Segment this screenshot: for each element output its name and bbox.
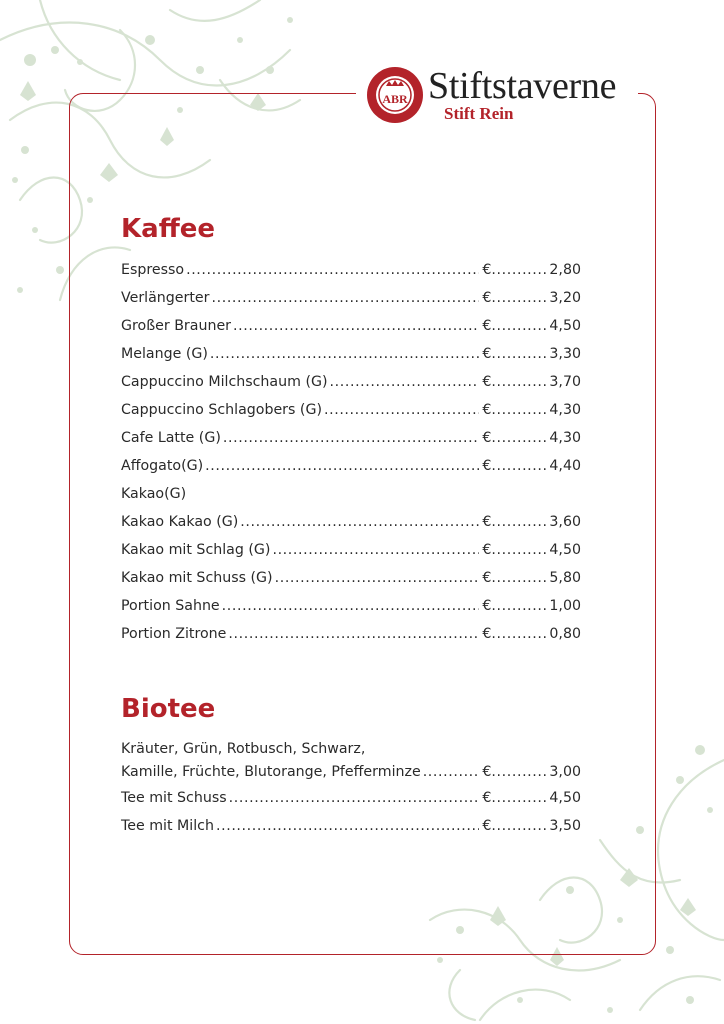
crest-emblem-icon: [366, 66, 424, 124]
logo-monogram: ABR: [382, 92, 408, 106]
menu-item: [121, 284, 581, 312]
item-price: 3,70: [549, 374, 581, 390]
item-name: Portion Sahne: [121, 598, 220, 614]
item-name-line1: Kräuter, Grün, Rotbusch, Schwarz,: [121, 741, 366, 757]
currency-symbol: €: [482, 570, 492, 586]
dot-leader: [491, 340, 549, 368]
currency-symbol: €: [482, 262, 492, 278]
item-name: Melange (G): [121, 346, 208, 362]
item-price: 4,30: [549, 430, 581, 446]
dot-leader: [216, 812, 479, 840]
item-name: Großer Brauner: [121, 318, 232, 334]
item-price: 4,40: [549, 458, 581, 474]
item-name: Affogato(G): [121, 458, 204, 474]
item-name: Tee mit Milch: [121, 818, 214, 834]
dot-leader: [491, 564, 549, 592]
item-name: Cafe Latte (G): [121, 430, 221, 446]
dot-leader: [491, 256, 549, 284]
item-name: Espresso: [121, 262, 185, 278]
menu-item: [121, 312, 581, 340]
item-price: 2,80: [549, 262, 581, 278]
currency-symbol: €: [482, 290, 492, 306]
dot-leader: [491, 284, 549, 312]
item-name: Verlängerter: [121, 290, 210, 306]
dot-leader: [491, 620, 549, 648]
dot-leader: [491, 452, 549, 480]
dot-leader: [491, 592, 549, 620]
menu-item: [121, 564, 581, 592]
item-price: 3,30: [549, 346, 581, 362]
section-title-biotee: Biotee: [121, 694, 216, 724]
dot-leader: [491, 396, 549, 424]
currency-symbol: €: [482, 598, 492, 614]
item-price: 5,80: [549, 570, 581, 586]
item-price: 3,20: [549, 290, 581, 306]
dot-leader: [491, 312, 549, 340]
dot-leader: [228, 620, 479, 648]
currency-symbol: €: [482, 514, 492, 530]
currency-symbol: €: [482, 764, 492, 780]
brand-logo: [366, 66, 636, 126]
dot-leader: [491, 424, 549, 452]
item-name: Kakao(G): [121, 486, 187, 502]
menu-item: [121, 508, 581, 536]
currency-symbol: €: [482, 626, 492, 642]
dot-leader: [491, 760, 549, 784]
dot-leader: [211, 284, 479, 312]
dot-leader: [491, 536, 549, 564]
item-name: Kamille, Früchte, Blutorange, Pfefferminze: [121, 764, 421, 780]
currency-symbol: €: [482, 458, 492, 474]
item-name: Cappuccino Milchschaum (G): [121, 374, 328, 390]
currency-symbol: €: [482, 430, 492, 446]
menu-item: [121, 784, 581, 812]
menu-list-biotee: [121, 738, 581, 840]
section-title-kaffee: Kaffee: [121, 214, 216, 244]
item-price: 4,50: [549, 318, 581, 334]
currency-symbol: €: [482, 790, 492, 806]
dot-leader: [330, 368, 480, 396]
menu-item: [121, 812, 581, 840]
item-price: 1,00: [549, 598, 581, 614]
dot-leader: [233, 312, 479, 340]
menu-subheading: [121, 480, 581, 508]
dot-leader: [423, 760, 480, 784]
menu-item: [121, 738, 581, 784]
dot-leader: [210, 340, 479, 368]
item-price: 4,30: [549, 402, 581, 418]
item-row: [121, 760, 581, 784]
menu-item: [121, 368, 581, 396]
menu-item: [121, 424, 581, 452]
item-price: 3,50: [549, 818, 581, 834]
dot-leader: [240, 508, 479, 536]
dot-leader: [491, 508, 549, 536]
brand-name: Stiftstaverne: [428, 65, 617, 107]
item-name: Kakao mit Schuss (G): [121, 570, 273, 586]
item-price: 3,00: [549, 764, 581, 780]
currency-symbol: €: [482, 374, 492, 390]
menu-item: [121, 620, 581, 648]
menu-item: [121, 536, 581, 564]
dot-leader: [186, 256, 479, 284]
dot-leader: [491, 784, 549, 812]
menu-item: [121, 452, 581, 480]
menu-list-kaffee: [121, 256, 581, 648]
dot-leader: [272, 536, 479, 564]
item-name: Cappuccino Schlagobers (G): [121, 402, 322, 418]
menu-item: [121, 396, 581, 424]
dot-leader: [222, 592, 480, 620]
menu-item: [121, 256, 581, 284]
item-price: 4,50: [549, 542, 581, 558]
dot-leader: [229, 784, 480, 812]
dot-leader: [324, 396, 479, 424]
brand-subtitle: Stift Rein: [444, 104, 514, 123]
menu-item: [121, 592, 581, 620]
item-name: Kakao mit Schlag (G): [121, 542, 271, 558]
currency-symbol: €: [482, 818, 492, 834]
dot-leader: [491, 368, 549, 396]
currency-symbol: €: [482, 402, 492, 418]
currency-symbol: €: [482, 346, 492, 362]
item-price: 3,60: [549, 514, 581, 530]
item-name: Portion Zitrone: [121, 626, 227, 642]
currency-symbol: €: [482, 318, 492, 334]
item-price: 4,50: [549, 790, 581, 806]
menu-item: [121, 340, 581, 368]
dot-leader: [491, 812, 549, 840]
dot-leader: [223, 424, 480, 452]
dot-leader: [275, 564, 480, 592]
item-name: Tee mit Schuss: [121, 790, 227, 806]
dot-leader: [205, 452, 479, 480]
item-name: Kakao Kakao (G): [121, 514, 239, 530]
item-price: 0,80: [549, 626, 581, 642]
currency-symbol: €: [482, 542, 492, 558]
